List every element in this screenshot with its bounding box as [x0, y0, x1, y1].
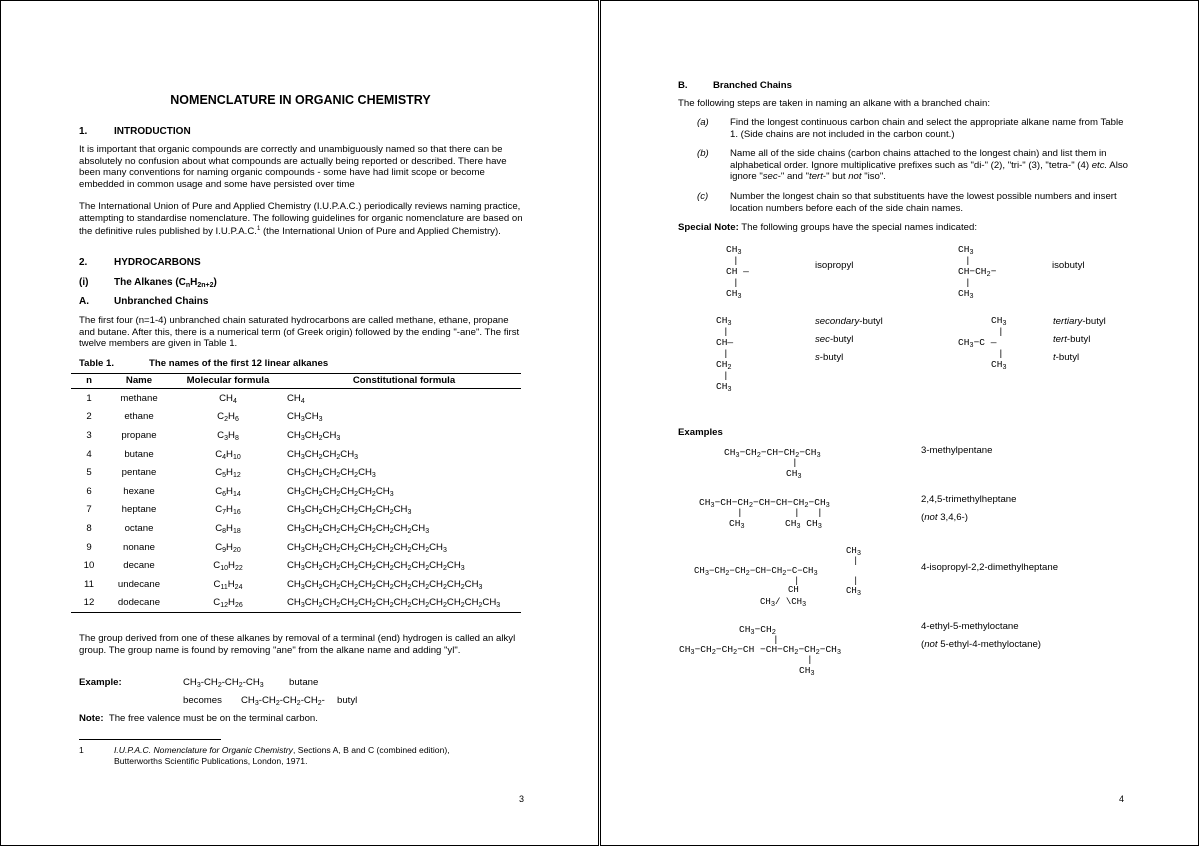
table-cell: $CH_3CH_2CH_2CH_2CH_2CH_2CH_2CH_2CH_2CH_3$: [287, 560, 465, 573]
example-2-name: 2,4,5-trimethylheptane: [921, 494, 1017, 505]
table-cell: $C_5H_{12}$: [215, 467, 241, 480]
table-header: Name: [107, 374, 171, 389]
table-cell: 8: [86, 522, 92, 534]
table-row: [71, 594, 521, 613]
table-row: [71, 463, 521, 482]
table-cell: hexane: [123, 485, 155, 497]
table-cell: 7: [86, 504, 92, 516]
table-cell: $CH_3CH_2CH_2CH_2CH_2CH_2CH_2CH_2CH_3$: [287, 541, 447, 554]
step-text: Find the longest continuous carbon chain and select the appropriate alkane name from Table 1. (Side chains are not included in the carbon count.): [730, 117, 1124, 140]
table-cell: 5: [86, 467, 92, 479]
step-label: (c): [697, 191, 709, 202]
branched-heading: B. Branched Chains: [678, 80, 792, 91]
table-cell: $CH_3CH_3$: [287, 411, 323, 424]
page-number: 3: [519, 794, 525, 804]
table-cell: heptane: [121, 504, 157, 516]
example-block: Example: $CH_3-CH_2-CH_2-CH_3$ butane: [79, 677, 319, 689]
table-row: [71, 389, 521, 408]
intro-para-2: The International Union of Pure and Applied Chemistry (I.U.P.A.C.) periodically reviews naming practice, attempting to standardise nomenclature. The following guidelines for organic nomenclature are based on the definitive rules published by I.U.P.A.C.$^1$ (the International Union of Pure and Applied Chemistry).: [79, 201, 523, 238]
intro-para-1: It is important that organic compounds are correctly and unambiguously named so that there can be absolutely no confusion about what compounds are actually being reported or described. There have been many conventions for naming organic compounds - some have had limit scope or become embedded in common usage and some have persisted over time: [79, 144, 507, 190]
table-cell: $C_3H_8$: [217, 429, 239, 442]
table-cell: octane: [124, 522, 154, 534]
left-page: [0, 0, 599, 846]
table-cell: ethane: [124, 411, 154, 423]
table-cell: 3: [86, 429, 92, 441]
table-cell: $C_2H_6$: [217, 411, 239, 424]
table-cell: $CH_3CH_2CH_2CH_2CH_2CH_2CH_2CH_2CH_2CH_2CH_3$: [287, 578, 483, 591]
table-cell: propane: [121, 429, 157, 441]
sec-butyl-structure: $CH_3$ | CH— | $CH_2$ | $CH_3$: [716, 315, 734, 394]
table-row: [71, 408, 521, 427]
table-cell: methane: [120, 392, 158, 404]
example-2-note: (not 3,4,6-): [921, 512, 968, 523]
table-row: [71, 519, 521, 538]
alkyl-para: The group derived from one of these alkanes by removal of a terminal (end) hydrogen is called an alkyl group. The group name is found by removing "ane" from the alkane name and adding "yl".: [79, 633, 516, 656]
table-cell: nonane: [122, 541, 155, 553]
example-1-name: 3-methylpentane: [921, 445, 993, 456]
table-cell: $C_8H_{18}$: [215, 522, 241, 535]
example-formula-2: $CH_3-CH_2-CH_2-CH_2-$: [241, 695, 325, 707]
special-note: Special Note: The following groups have the special names indicated:: [678, 222, 977, 233]
step-text: Name all of the side chains (carbon chains attached to the longest chain) and list them in alphabetical order. Ignore multiplicative prefixes such as "di-" (2), "tri-" (3), "tetra-" (4) etc. Also ignore "sec-" and "tert-" but not "iso".: [730, 148, 1128, 183]
right-page: [600, 0, 1199, 846]
table-row: [71, 482, 521, 501]
table-row: [71, 575, 521, 594]
note: Note: The free valence must be on the terminal carbon.: [79, 713, 318, 724]
example-1-structure: $CH_3-CH_2-CH-CH_2-CH_3$ | $CH_3$: [724, 447, 821, 481]
example-3-name: 4-isopropyl-2,2-dimethylheptane: [921, 562, 1059, 573]
table-row: [71, 556, 521, 575]
step-label: (b): [697, 148, 709, 159]
isobutyl-label: isobutyl: [1052, 260, 1085, 271]
footnote-rule: [79, 739, 221, 740]
hydrocarbons-heading: 2. HYDROCARBONS: [79, 257, 201, 268]
table-cell: $C_7H_{16}$: [215, 504, 241, 517]
table-cell: $CH_3CH_2CH_2CH_2CH_2CH_3$: [287, 485, 394, 498]
page-number: 4: [1119, 794, 1125, 804]
table-cell: $CH_3CH_2CH_2CH_2CH_2CH_2CH_3$: [287, 504, 412, 517]
table-cell: $C_4H_{10}$: [215, 448, 241, 461]
table-cell: undecane: [117, 578, 161, 590]
table-cell: dodecane: [107, 594, 171, 613]
page-title: NOMENCLATURE IN ORGANIC CHEMISTRY: [170, 93, 431, 107]
table-cell: $C_{10}H_{22}$: [213, 560, 243, 573]
tert-butyl-labels: tertiary-butyl tert-butyl t-butyl: [1053, 316, 1106, 363]
unbranched-heading: A. Unbranched Chains: [79, 296, 209, 307]
example-4-name: 4-ethyl-5-methyloctane: [921, 621, 1019, 632]
table-cell: $CH_3CH_2CH_2CH_2CH_2CH_2CH_2CH_2CH_2CH_2CH_2CH_3$: [285, 594, 521, 613]
table-header: Molecular formula: [171, 374, 285, 389]
table-header: n: [71, 374, 107, 389]
isobutyl-structure: $CH_3$ | $CH-CH_2-$ | $CH_3$: [958, 244, 997, 301]
branched-intro: The following steps are taken in naming an alkane with a branched chain:: [678, 98, 990, 109]
table-cell: 10: [83, 560, 95, 572]
alkanes-heading: (i) The Alkanes $(C_nH_{2n+2})$: [79, 277, 217, 289]
example-4-note: (not 5-ethyl-4-methyloctane): [921, 639, 1041, 650]
table-cell: $CH_4$: [287, 392, 305, 405]
footnote-text: I.U.P.A.C. Nomenclature for Organic Chemistry, Sections A, B and C (combined edition), Butterworths Scientific Publications, London, 1971.: [114, 745, 450, 766]
table-cell: $C_{11}H_{24}$: [213, 578, 243, 591]
examples-heading: Examples: [678, 427, 723, 438]
step-text: Number the longest chain so that substituents have the lowest possible numbers and insert location numbers before each of the side chain names.: [730, 191, 1117, 214]
alkanes-table: [71, 373, 521, 613]
table-cell: 6: [86, 485, 92, 497]
steps-list: [678, 117, 1138, 217]
table-header: Constitutional formula: [285, 374, 521, 389]
tert-butyl-structure: $CH_3$ | $CH_3-C$ — | $CH_3$: [958, 315, 1007, 372]
table-row: [71, 445, 521, 464]
table-cell: $C_{12}H_{26}$: [171, 594, 285, 613]
table-cell: $CH_4$: [219, 392, 237, 405]
table-cell: decane: [123, 560, 155, 572]
intro-heading: 1. INTRODUCTION: [79, 126, 191, 137]
table-cell: $CH_3CH_2CH_2CH_2CH_2CH_2CH_2CH_3$: [287, 522, 430, 535]
table-cell: 12: [71, 594, 107, 613]
isopropyl-structure: $CH_3$ | CH — | $CH_3$: [726, 244, 749, 301]
table-cell: 9: [86, 541, 92, 553]
table-cell: 2: [86, 411, 92, 423]
example-4-structure: $CH_3-CH_2$ | $CH_3-CH_2-CH_2-CH -CH-CH_2-CH_2-CH_3$ | $CH_3$: [679, 624, 842, 678]
table-cell: 4: [86, 448, 92, 460]
isopropyl-label: isopropyl: [815, 260, 854, 271]
table-cell: $CH_3CH_2CH_2CH_2CH_3$: [287, 467, 376, 480]
table-cell: pentane: [121, 467, 157, 479]
table-row: [71, 501, 521, 520]
example-2-structure: $CH_3-CH-CH_2-CH-CH-CH_2-CH_3$ | | | $CH_3$ $CH_3$ $CH_3$: [699, 497, 830, 531]
table-cell: 1: [86, 392, 92, 404]
step-label: (a): [697, 117, 709, 128]
footnote-mark: 1: [79, 745, 84, 755]
table-cell: 11: [84, 578, 94, 590]
sec-butyl-labels: secondary-butyl sec-butyl s-butyl: [815, 316, 883, 363]
table-row: [71, 538, 521, 557]
table-cell: $C_9H_{20}$: [215, 541, 241, 554]
table-caption: Table 1. The names of the first 12 linear alkanes: [79, 358, 329, 369]
example-line-2: becomes $CH_3-CH_2-CH_2-CH_2-$ butyl: [183, 695, 358, 707]
example-3-structure: $CH_3$ | $CH_3-CH_2-CH_2-CH-CH_2-C-CH_3$ | | CH $CH_3$ $CH_3/$ $\backslash CH_3$: [694, 546, 862, 609]
unbranched-para: The first four (n=1-4) unbranched chain saturated hydrocarbons are called methane, ethane, propane and butane. After this, there is a numerical term (of Greek origin) followed by the ending "-ane". The first twelve members are given in Table 1.: [79, 315, 520, 350]
table-cell: $CH_3CH_2CH_3$: [287, 429, 341, 442]
example-formula-1: $CH_3-CH_2-CH_2-CH_3$: [183, 677, 264, 689]
table-cell: $CH_3CH_2CH_2CH_3$: [287, 448, 359, 461]
table-cell: $C_6H_{14}$: [215, 485, 241, 498]
table-cell: butane: [124, 448, 154, 460]
table-row: [71, 426, 521, 445]
